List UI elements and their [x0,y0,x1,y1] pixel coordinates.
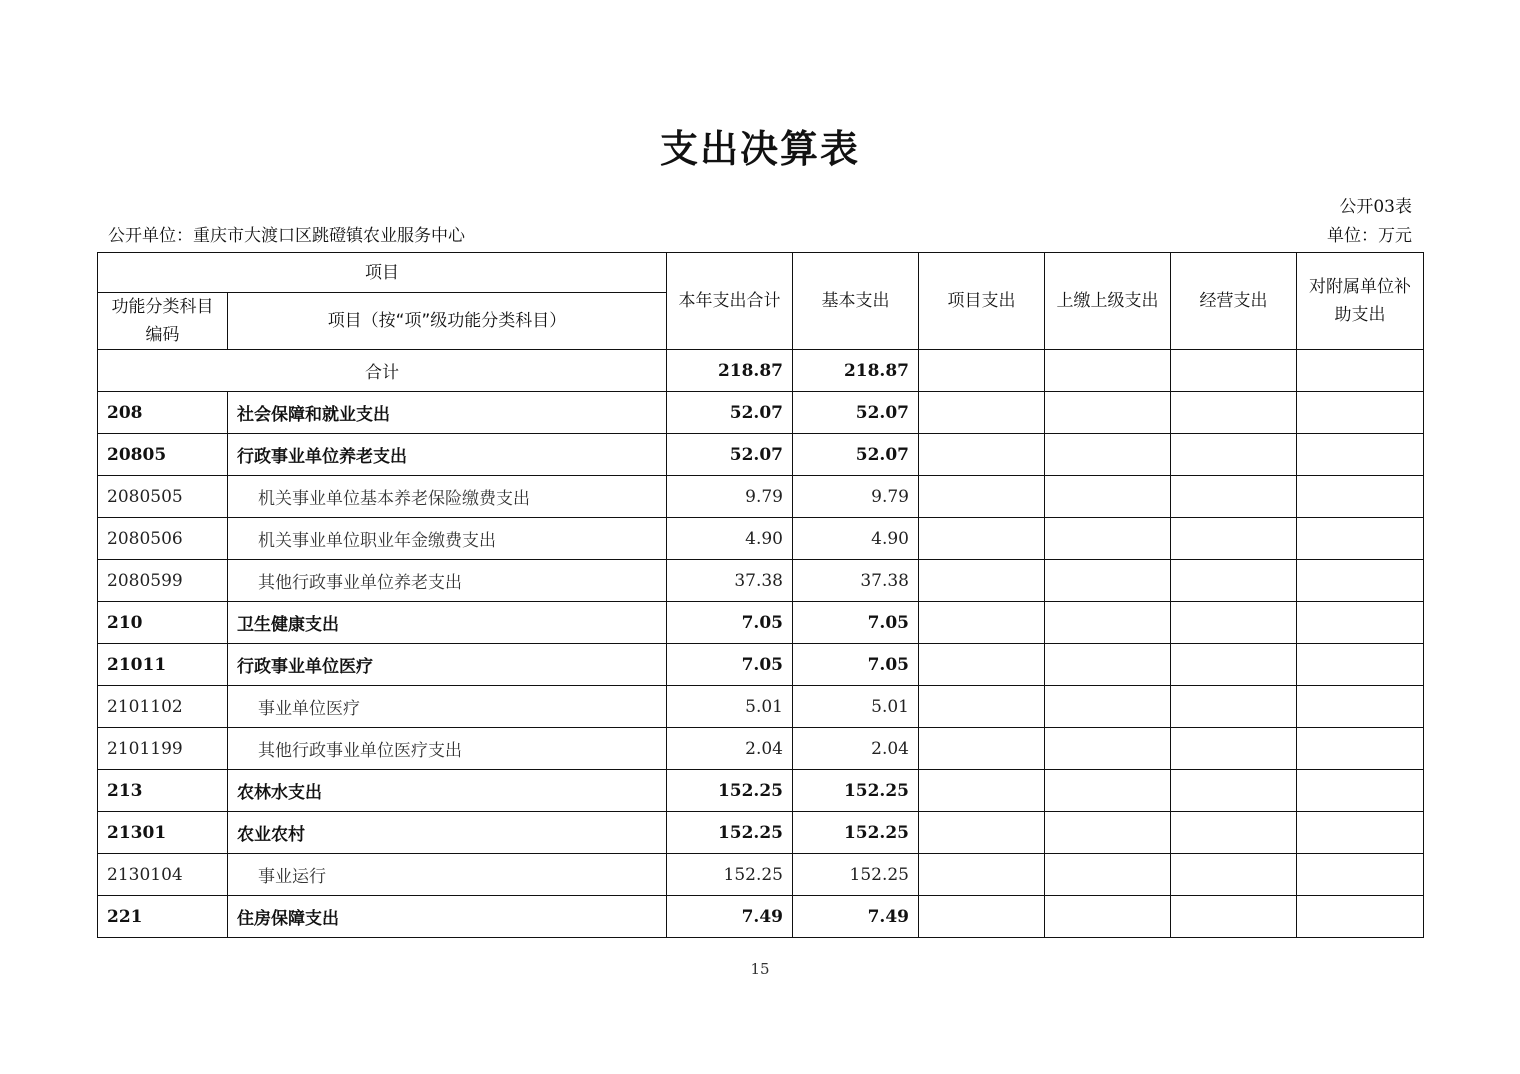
row-code: 21301 [98,812,228,854]
total-amount: 218.87 [667,350,793,392]
empty-cell [1297,728,1424,770]
empty-cell [919,560,1045,602]
header-project-expense: 项目支出 [919,253,1045,350]
currency-unit: 单位：万元 [1327,226,1412,246]
empty-cell [919,854,1045,896]
row-code: 20805 [98,434,228,476]
table-row [98,854,1424,896]
row-basic: 152.25 [793,770,919,812]
row-name: 机关事业单位职业年金缴费支出 [228,518,667,560]
row-basic: 52.07 [793,392,919,434]
empty-cell [1297,854,1424,896]
row-name: 行政事业单位养老支出 [228,434,667,476]
empty-cell [1045,686,1171,728]
row-basic: 37.38 [793,560,919,602]
empty-cell [1045,476,1171,518]
form-number: 公开03表 [1339,197,1412,217]
row-total: 52.07 [667,392,793,434]
row-basic: 152.25 [793,812,919,854]
total-label: 合计 [98,350,667,392]
row-name: 住房保障支出 [228,896,667,938]
total-basic: 218.87 [793,350,919,392]
table-row [98,770,1424,812]
empty-cell [1171,476,1297,518]
row-basic: 5.01 [793,686,919,728]
table-row [98,644,1424,686]
row-total: 9.79 [667,476,793,518]
row-total: 37.38 [667,560,793,602]
empty-cell [1297,350,1424,392]
header-basic: 基本支出 [793,253,919,350]
empty-cell [1171,770,1297,812]
table-row [98,728,1424,770]
empty-cell [919,896,1045,938]
row-basic: 2.04 [793,728,919,770]
row-basic: 7.49 [793,896,919,938]
header-code: 功能分类科目编码 [98,293,228,350]
table-body [98,350,1424,938]
row-basic: 152.25 [793,854,919,896]
row-total: 4.90 [667,518,793,560]
row-name: 社会保障和就业支出 [228,392,667,434]
header-subsidy: 对附属单位补助支出 [1297,253,1424,350]
table-row [98,434,1424,476]
row-total: 5.01 [667,686,793,728]
empty-cell [1045,350,1171,392]
empty-cell [1297,560,1424,602]
row-total: 7.05 [667,602,793,644]
row-name: 机关事业单位基本养老保险缴费支出 [228,476,667,518]
empty-cell [1171,728,1297,770]
empty-cell [919,602,1045,644]
row-code: 2101199 [98,728,228,770]
empty-cell [1045,896,1171,938]
empty-cell [1297,896,1424,938]
page-number: 15 [750,960,770,978]
table-row [98,896,1424,938]
expenditure-table [97,252,1424,938]
table-row [98,476,1424,518]
row-code: 21011 [98,644,228,686]
empty-cell [1171,602,1297,644]
row-basic: 4.90 [793,518,919,560]
row-basic: 9.79 [793,476,919,518]
empty-cell [1297,434,1424,476]
row-code: 2130104 [98,854,228,896]
table-row [98,392,1424,434]
row-total: 152.25 [667,854,793,896]
row-name: 其他行政事业单位医疗支出 [228,728,667,770]
empty-cell [1297,770,1424,812]
empty-cell [1045,518,1171,560]
row-name: 卫生健康支出 [228,602,667,644]
empty-cell [1297,686,1424,728]
header-upper: 上缴上级支出 [1045,253,1171,350]
empty-cell [1045,644,1171,686]
empty-cell [1171,812,1297,854]
empty-cell [1171,518,1297,560]
row-code: 221 [98,896,228,938]
row-code: 2101102 [98,686,228,728]
empty-cell [1045,728,1171,770]
empty-cell [1297,518,1424,560]
row-total: 7.49 [667,896,793,938]
empty-cell [1045,602,1171,644]
header-business: 经营支出 [1171,253,1297,350]
page-title: 支出决算表 [659,127,860,171]
empty-cell [1297,392,1424,434]
row-basic: 7.05 [793,644,919,686]
empty-cell [919,812,1045,854]
row-name: 农业农村 [228,812,667,854]
row-code: 2080599 [98,560,228,602]
empty-cell [919,728,1045,770]
row-total: 152.25 [667,770,793,812]
row-code: 208 [98,392,228,434]
empty-cell [1045,770,1171,812]
empty-cell [1297,644,1424,686]
table-row [98,686,1424,728]
empty-cell [1171,854,1297,896]
empty-cell [1171,686,1297,728]
row-basic: 52.07 [793,434,919,476]
empty-cell [919,686,1045,728]
empty-cell [1045,854,1171,896]
empty-cell [919,770,1045,812]
row-code: 210 [98,602,228,644]
row-code: 2080505 [98,476,228,518]
row-total: 52.07 [667,434,793,476]
row-name: 其他行政事业单位养老支出 [228,560,667,602]
row-name: 行政事业单位医疗 [228,644,667,686]
empty-cell [919,350,1045,392]
row-basic: 7.05 [793,602,919,644]
table-row [98,812,1424,854]
row-code: 213 [98,770,228,812]
empty-cell [1171,560,1297,602]
table-row [98,602,1424,644]
row-name: 农林水支出 [228,770,667,812]
header-project: 项目 [98,253,667,293]
empty-cell [919,392,1045,434]
empty-cell [1045,434,1171,476]
empty-cell [919,476,1045,518]
empty-cell [919,434,1045,476]
row-name: 事业单位医疗 [228,686,667,728]
reporting-unit: 公开单位：重庆市大渡口区跳磴镇农业服务中心 [108,226,465,246]
header-name: 项目（按“项”级功能分类科目） [228,293,667,350]
row-total: 2.04 [667,728,793,770]
empty-cell [1297,476,1424,518]
empty-cell [1171,350,1297,392]
empty-cell [919,518,1045,560]
empty-cell [1045,560,1171,602]
empty-cell [919,644,1045,686]
table-row [98,560,1424,602]
empty-cell [1171,896,1297,938]
row-name: 事业运行 [228,854,667,896]
empty-cell [1171,392,1297,434]
empty-cell [1045,392,1171,434]
header-total: 本年支出合计 [667,253,793,350]
empty-cell [1171,644,1297,686]
empty-cell [1171,434,1297,476]
total-row [98,350,1424,392]
empty-cell [1297,602,1424,644]
row-total: 152.25 [667,812,793,854]
row-code: 2080506 [98,518,228,560]
row-total: 7.05 [667,644,793,686]
empty-cell [1045,812,1171,854]
empty-cell [1297,812,1424,854]
table-row [98,518,1424,560]
